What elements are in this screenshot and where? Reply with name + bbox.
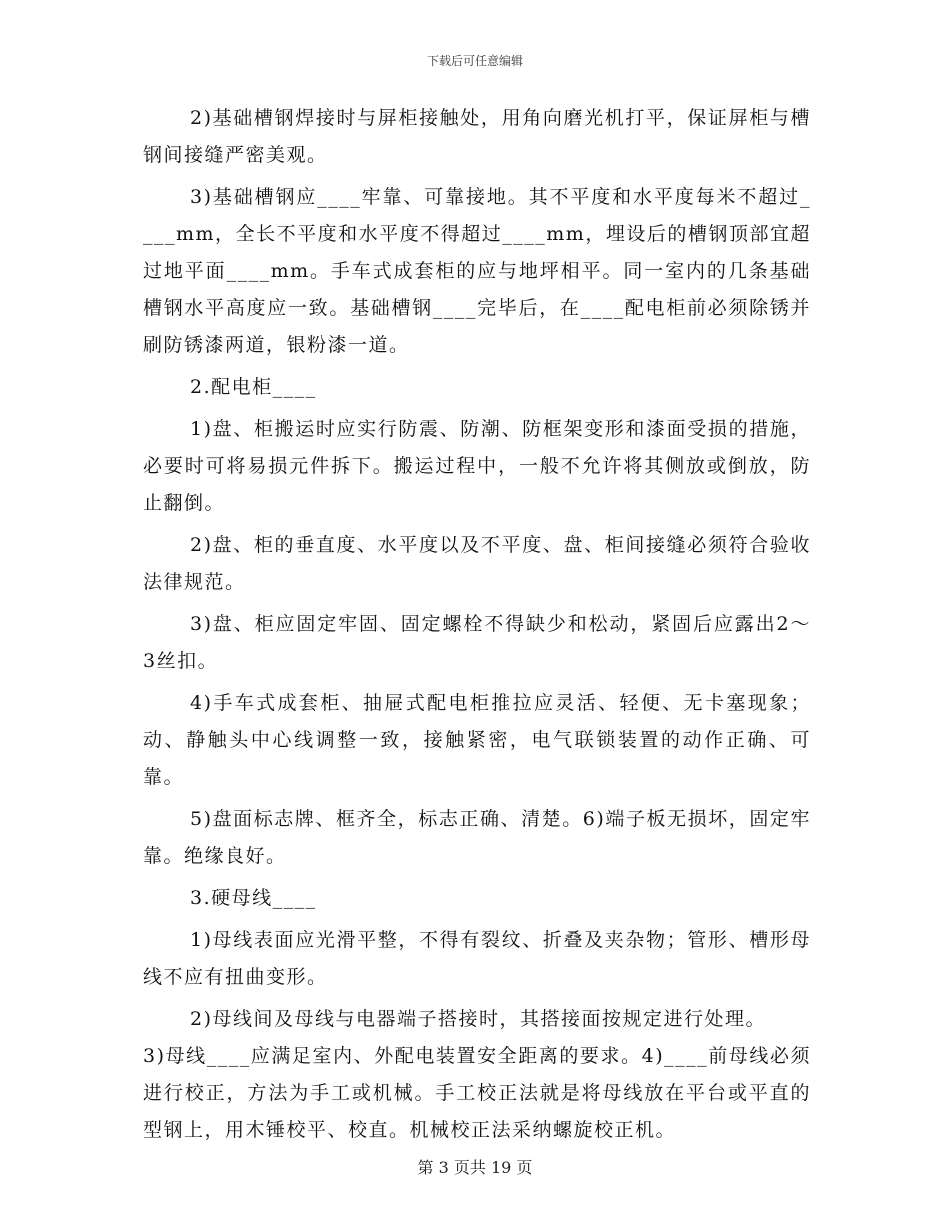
paragraph-cabinet-trolley: 4)手车式成套柜、抽屉式配电柜推拉应灵活、轻便、无卡塞现象；动、静触头中心线调整一致，接触紧密，电气联锁装置的动作正确、可靠。 — [143, 692, 811, 788]
paragraph-channel-steel-welding: 2)基础槽钢焊接时与屏柜接触处，用角向磨光机打平，保证屏柜与槽钢间接缝严密美观。 — [143, 107, 811, 166]
document-body — [143, 100, 811, 1154]
paragraph-cabinet-fixing: 3)盘、柜应固定牢固、固定螺栓不得缺少和松动，紧固后应露出2～3丝扣。 — [143, 613, 811, 672]
paragraph-cabinet-verticality: 2)盘、柜的垂直度、水平度以及不平度、盘、柜间接缝必须符合验收法律规范。 — [143, 534, 811, 593]
paragraph-busbar-overlap: 2)母线间及母线与电器端子搭接时，其搭接面按规定进行处理。 — [190, 1008, 767, 1030]
section-heading-distribution-cabinet: 2.配电柜____ — [190, 376, 317, 398]
paragraph-busbar-correction: 3)母线____应满足室内、外配电装置安全距离的要求。4)____前母线必须进行校正，方法为手工或机械。手工校正法就是将母线放在平台或平直的型钢上，用木锤校平、校直。机械校正法采纳螺旋校正机。 — [143, 1045, 811, 1141]
paragraph-cabinet-labels: 5)盘面标志牌、框齐全，标志正确、清楚。6)端子板无损坏，固定牢靠。绝缘良好。 — [143, 808, 811, 867]
paragraph-busbar-surface: 1)母线表面应光滑平整，不得有裂纹、折叠及夹杂物；管形、槽形母线不应有扭曲变形。 — [143, 929, 811, 988]
paragraph-cabinet-transport: 1)盘、柜搬运时应实行防震、防潮、防框架变形和漆面受损的措施，必要时可将易损元件拆下。搬运过程中，一般不允许将其侧放或倒放，防止翻倒。 — [143, 418, 811, 514]
page-header: 下载后可任意编辑 — [426, 54, 523, 68]
section-heading-hard-busbar: 3.硬母线____ — [190, 887, 317, 909]
page-footer: 第 3 页共 19 页 — [417, 1158, 533, 1177]
paragraph-channel-steel-requirements: 3)基础槽钢应____牢靠、可靠接地。其不平度和水平度每米不超过____mm，全长不平度和水平度不得超过____mm，埋设后的槽钢顶部宜超过地平面____mm。手车式成套柜的应与地坪相平。同一室内的几条基础槽钢水平高度应一致。基础槽钢____完毕后，在____配电柜前必须除锈并刷防锈漆两道，银粉漆一道。 — [143, 186, 811, 356]
